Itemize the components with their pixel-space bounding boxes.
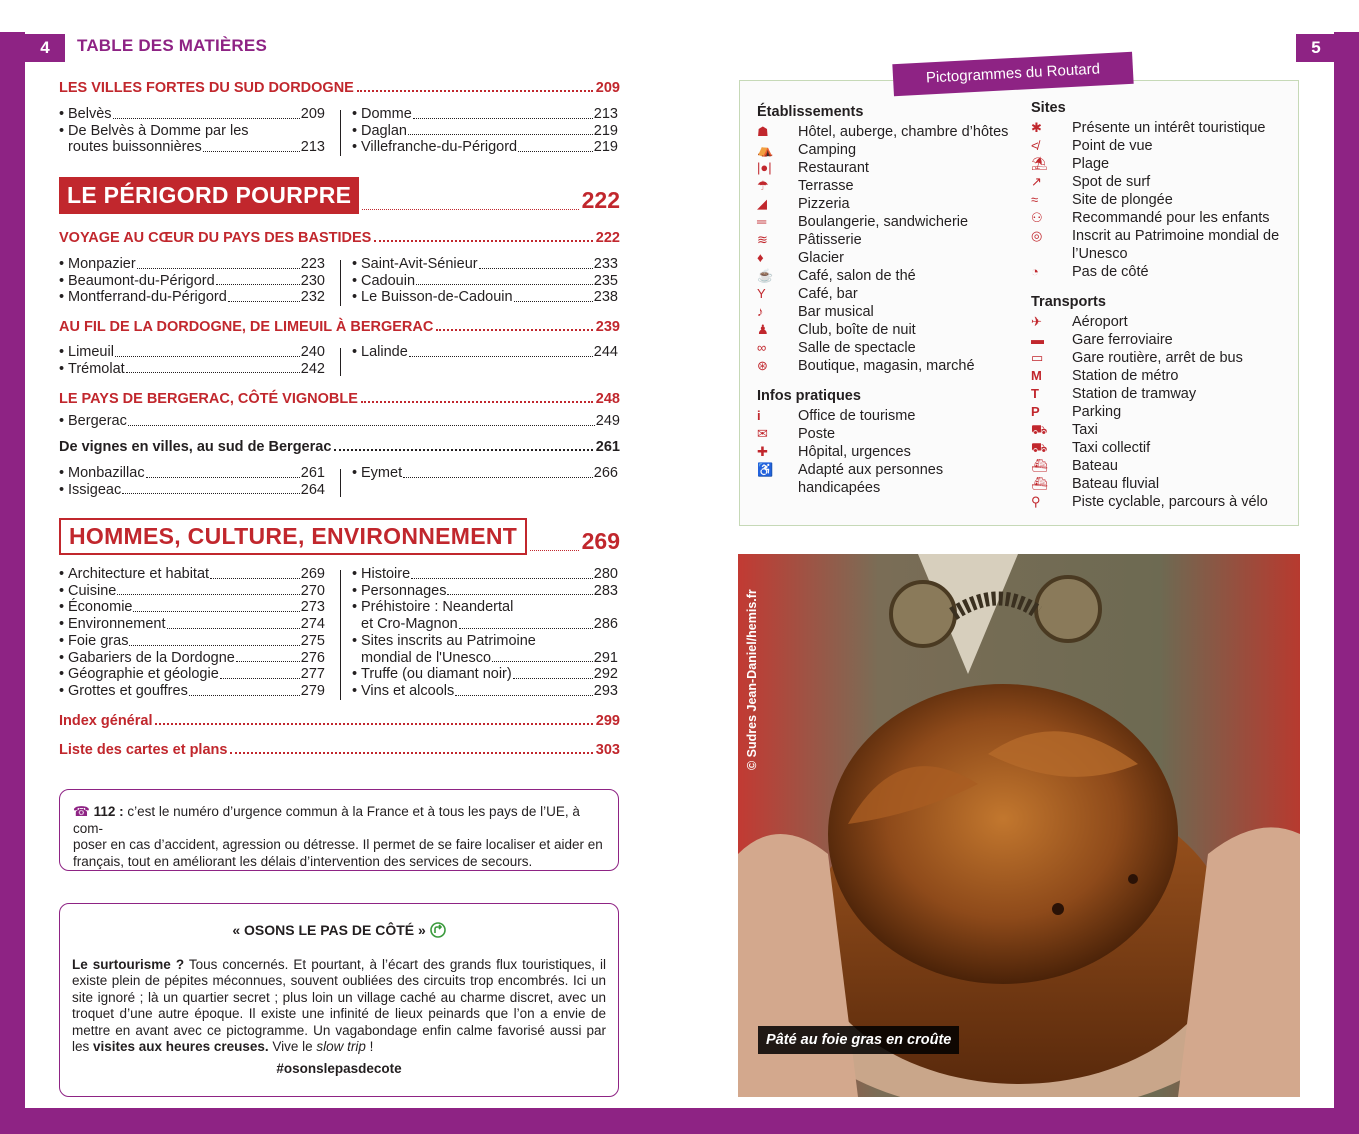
toc-entry[interactable]: • Saint-Avit-Sénieur 233 bbox=[352, 256, 618, 272]
pastry-icon: ≋ bbox=[757, 232, 768, 247]
toc-list-right bbox=[352, 256, 618, 306]
camping-icon: ⛺ bbox=[757, 142, 774, 157]
toc-list-right bbox=[352, 344, 618, 361]
legend-label: Poste bbox=[798, 426, 836, 442]
legend-label: Boulangerie, sandwicherie bbox=[798, 214, 969, 230]
emergency-line-2: poser en cas d’accident, agression ou détresse. Il permet de se faire localiser et aider en bbox=[73, 837, 603, 852]
toc-entry[interactable]: • Économie 273 bbox=[59, 599, 325, 616]
legend-item bbox=[757, 141, 1027, 159]
legend-item bbox=[757, 461, 1027, 479]
page-top-margin bbox=[0, 0, 1359, 32]
section-page: 303 bbox=[595, 742, 620, 758]
legend-item bbox=[1031, 475, 1293, 493]
theatre-icon: ∞ bbox=[757, 340, 767, 355]
toc-entry[interactable]: • Gabariers de la Dordogne 276 bbox=[59, 649, 325, 666]
toc-entry[interactable]: • Foie gras 275 bbox=[59, 632, 325, 649]
legend-label: Terrasse bbox=[798, 178, 854, 194]
dot-leader bbox=[362, 209, 578, 210]
toc-entry[interactable]: • Domme 213 bbox=[352, 106, 618, 122]
legend-label: Gare ferroviaire bbox=[1072, 332, 1173, 348]
legend-item bbox=[1031, 119, 1293, 137]
toc-entry[interactable]: • Issigeac 264 bbox=[59, 481, 325, 498]
section-page: 222 bbox=[595, 230, 620, 246]
diving-icon: ≈ bbox=[1031, 192, 1039, 207]
toc-entry[interactable]: • Le Buisson-de-Cadouin 238 bbox=[352, 289, 618, 306]
toc-entry[interactable]: • Beaumont-du-Périgord 230 bbox=[59, 272, 325, 289]
legend-label: Bateau fluvial bbox=[1072, 476, 1160, 492]
toc-entry[interactable]: • Montferrand-du-Périgord 232 bbox=[59, 289, 325, 306]
emergency-info-box bbox=[59, 789, 619, 871]
toc-part-hommes[interactable] bbox=[59, 518, 620, 555]
legend-item-continued bbox=[757, 479, 1027, 497]
legend-item bbox=[1031, 313, 1293, 331]
legend-label: Café, bar bbox=[798, 286, 858, 302]
column-divider bbox=[340, 570, 341, 700]
osons-title: « OSONS LE PAS DE CÔTÉ » bbox=[72, 922, 606, 939]
legend-item bbox=[1031, 331, 1293, 349]
restaurant-icon: |●| bbox=[757, 160, 772, 175]
part-title: HOMMES, CULTURE, ENVIRONNEMENT bbox=[59, 518, 527, 555]
tram-icon: T bbox=[1031, 386, 1039, 401]
dot-leader bbox=[530, 550, 578, 551]
legend-item-continued bbox=[1031, 245, 1293, 263]
column-divider bbox=[340, 469, 341, 497]
tourist-interest-icon: ✱ bbox=[1031, 120, 1042, 135]
toc-list-left bbox=[59, 256, 325, 306]
legend-label: l’Unesco bbox=[1072, 246, 1128, 262]
bar-icon: Y bbox=[757, 286, 766, 301]
shared-taxi-icon: ⛟ bbox=[1031, 440, 1048, 455]
toc-entry[interactable]: • Trémolat 242 bbox=[59, 360, 325, 377]
toc-entry[interactable]: • Personnages 283 bbox=[352, 582, 618, 599]
dot-leader bbox=[436, 329, 592, 331]
toc-entry[interactable]: • Truffe (ou diamant noir) 292 bbox=[352, 666, 618, 683]
airport-icon: ✈ bbox=[1031, 314, 1042, 329]
left-page-border bbox=[0, 32, 25, 1134]
legend-item bbox=[757, 249, 1027, 267]
toc-list-right bbox=[352, 465, 618, 482]
legend-label: Taxi bbox=[1072, 422, 1098, 438]
legend-item bbox=[1031, 457, 1293, 475]
dot-leader bbox=[357, 90, 593, 92]
dot-leader bbox=[361, 401, 593, 403]
toc-entry[interactable]: • Géographie et géologie 277 bbox=[59, 666, 325, 683]
part-page: 269 bbox=[581, 528, 620, 554]
legend-item bbox=[1031, 209, 1293, 227]
toc-entry[interactable]: • Eymet 266 bbox=[352, 465, 618, 481]
toc-entry[interactable]: • Daglan 219 bbox=[352, 122, 618, 139]
boat-icon: ⛴ bbox=[1031, 458, 1048, 473]
column-divider bbox=[340, 110, 341, 156]
toc-entry-continued[interactable]: mondial de l'Unesco 291 bbox=[361, 649, 618, 666]
section-title: LES VILLES FORTES DU SUD DORDOGNE bbox=[59, 80, 354, 96]
phone-icon: ☎ bbox=[73, 804, 90, 819]
toc-entry[interactable]: • Villefranche-du-Périgord 219 bbox=[352, 139, 618, 156]
legend-item bbox=[757, 339, 1027, 357]
legend-label: Bateau bbox=[1072, 458, 1118, 474]
section-page: 299 bbox=[595, 713, 620, 729]
toc-part-perigord-pourpre[interactable] bbox=[59, 177, 620, 214]
terrace-icon: ☂ bbox=[757, 178, 769, 193]
section-title: VOYAGE AU CŒUR DU PAYS DES BASTIDES bbox=[59, 230, 372, 246]
legend-label: Aéroport bbox=[1072, 314, 1128, 330]
part-page: 222 bbox=[581, 187, 620, 213]
toc-entry[interactable]: • Bergerac 249 bbox=[59, 413, 620, 429]
legend-item bbox=[1031, 367, 1293, 385]
toc-entry[interactable]: • Histoire 280 bbox=[352, 566, 618, 582]
legend-etablissements bbox=[757, 103, 1027, 497]
toc-entry[interactable]: • De Belvès à Domme par les bbox=[59, 122, 249, 139]
toc-entry[interactable]: • Limeuil 240 bbox=[59, 344, 325, 360]
legend-label: Pas de côté bbox=[1072, 264, 1149, 280]
legend-item bbox=[757, 195, 1027, 213]
bus-icon: ▭ bbox=[1031, 350, 1044, 365]
toc-list-left bbox=[59, 465, 325, 498]
toc-index[interactable] bbox=[59, 713, 620, 729]
legend-item bbox=[757, 213, 1027, 231]
section-page: 239 bbox=[595, 319, 620, 335]
legend-item bbox=[1031, 421, 1293, 439]
toc-entry[interactable]: • Sites inscrits au Patrimoine bbox=[352, 632, 536, 649]
legend-label: Glacier bbox=[798, 250, 844, 266]
legend-label: handicapées bbox=[798, 480, 881, 496]
legend-item bbox=[1031, 493, 1293, 511]
legend-label: Station de métro bbox=[1072, 368, 1179, 384]
legend-item bbox=[1031, 349, 1293, 367]
shop-icon: ⊛ bbox=[757, 358, 768, 373]
legend-label: Station de tramway bbox=[1072, 386, 1197, 402]
beach-icon: ⛱ bbox=[1031, 156, 1048, 171]
toc-section-bergerac[interactable] bbox=[59, 391, 620, 407]
bakery-icon: ═ bbox=[757, 214, 767, 229]
accessibility-icon: ♿ bbox=[757, 462, 774, 477]
legend-sites bbox=[1031, 99, 1293, 511]
toc-section-bastides[interactable] bbox=[59, 230, 620, 246]
legend-item bbox=[1031, 263, 1293, 281]
legend-item bbox=[1031, 173, 1293, 191]
toc-entry[interactable]: • Environnement 274 bbox=[59, 616, 325, 633]
legend-label: Boutique, magasin, marché bbox=[798, 358, 975, 374]
legend-label: Pâtisserie bbox=[798, 232, 862, 248]
food-photo bbox=[738, 554, 1300, 1097]
legend-item bbox=[757, 303, 1027, 321]
legend-heading: Transports bbox=[1031, 294, 1106, 310]
toc-entry-continued[interactable]: et Cro-Magnon 286 bbox=[361, 616, 618, 633]
legend-label: Salle de spectacle bbox=[798, 340, 916, 356]
osons-box bbox=[59, 903, 619, 1097]
toc-entry[interactable]: • Architecture et habitat 269 bbox=[59, 566, 325, 582]
viewpoint-icon: ≮ bbox=[1031, 138, 1039, 153]
legend-label: Point de vue bbox=[1072, 138, 1153, 154]
column-divider bbox=[340, 260, 341, 306]
legend-label: Spot de surf bbox=[1072, 174, 1151, 190]
toc-entry[interactable]: • Grottes et gouffres 279 bbox=[59, 682, 325, 699]
legend-label: Taxi collectif bbox=[1072, 440, 1151, 456]
toc-entry[interactable]: • Monpazier 223 bbox=[59, 256, 325, 272]
dot-leader bbox=[230, 752, 592, 754]
bike-icon: ⚲ bbox=[1031, 494, 1041, 509]
legend-item bbox=[757, 267, 1027, 285]
ice-cream-icon: ♦ bbox=[757, 250, 764, 265]
train-icon: ▬ bbox=[1031, 332, 1044, 347]
legend-label: Bar musical bbox=[798, 304, 874, 320]
legend-label: Inscrit au Patrimoine mondial de bbox=[1072, 228, 1280, 244]
legend-label: Piste cyclable, parcours à vélo bbox=[1072, 494, 1268, 510]
children-icon: ⚇ bbox=[1031, 210, 1043, 225]
legend-item bbox=[757, 425, 1027, 443]
river-boat-icon: ⛴ bbox=[1031, 476, 1048, 491]
dot-leader bbox=[334, 449, 592, 451]
toc-list-left bbox=[59, 344, 325, 377]
legend-label: Gare routière, arrêt de bus bbox=[1072, 350, 1243, 366]
toc-entry-continued[interactable]: routes buissonnières 213 bbox=[68, 139, 325, 156]
music-icon: ♪ bbox=[757, 304, 764, 319]
legend-label: Club, boîte de nuit bbox=[798, 322, 916, 338]
right-page-border bbox=[1334, 32, 1359, 1134]
taxi-icon: ⛟ bbox=[1031, 422, 1048, 437]
tourist-office-icon: i bbox=[757, 408, 761, 423]
section-title: Liste des cartes et plans bbox=[59, 742, 228, 758]
toc-list-left bbox=[59, 566, 325, 700]
toc-section-vignes[interactable] bbox=[59, 439, 620, 455]
off-path-icon: ◔ bbox=[1031, 264, 1039, 279]
hotel-icon: ☗ bbox=[757, 124, 769, 139]
bottom-page-border bbox=[0, 1108, 1359, 1134]
legend-label: Recommandé pour les enfants bbox=[1072, 210, 1270, 226]
legend-item bbox=[1031, 227, 1293, 245]
osons-text: Le surtourisme ? Tous concernés. Et pourtant, à l’écart des grands flux touristiques, il existe plein de pépites méconnues, souvent oubliées des circuits trop encombrés. Ici un site ignoré ; là un quartier secret ; plus loin un village caché au charme discret, avec un troquet d’une autre époque. Il existe une infinité de lieux peinards que l’on a envie de mettre en avant avec ce pictogramme. Un vagabondage enfin calme favorisé aussi par les visites aux heures creuses. Vive le slow trip ! bbox=[72, 956, 606, 1054]
section-page: 209 bbox=[595, 80, 620, 96]
legend-item bbox=[1031, 403, 1293, 421]
osons-hashtag: #osonslepasdecote bbox=[276, 1060, 402, 1076]
toc-entry[interactable]: • Cadouin 235 bbox=[352, 272, 618, 289]
legend-label: Hôtel, auberge, chambre d’hôtes bbox=[798, 124, 1009, 140]
dot-leader bbox=[374, 240, 592, 242]
legend-item bbox=[757, 321, 1027, 339]
legend-item bbox=[1031, 137, 1293, 155]
unesco-icon: ◎ bbox=[1031, 228, 1043, 243]
toc-entry[interactable]: • Monbazillac 261 bbox=[59, 465, 325, 481]
section-title: LE PAYS DE BERGERAC, CÔTÉ VIGNOBLE bbox=[59, 391, 358, 407]
coffee-icon: ☕ bbox=[757, 268, 774, 283]
emergency-line-1: ☎ 112 : c’est le numéro d’urgence commun à la France et à tous les pays de l’UE, à com- bbox=[73, 804, 580, 836]
legend-label: Café, salon de thé bbox=[798, 268, 916, 284]
pizza-icon: ◢ bbox=[757, 196, 767, 211]
legend-label: Restaurant bbox=[798, 160, 869, 176]
legend-heading: Infos pratiques bbox=[757, 388, 861, 404]
page-title: TABLE DES MATIÈRES bbox=[77, 36, 267, 55]
legend-item bbox=[1031, 155, 1293, 173]
toc-list bbox=[59, 413, 620, 430]
legend-label: Camping bbox=[798, 142, 857, 158]
legend-heading: Établissements bbox=[757, 104, 864, 120]
legend-item bbox=[1031, 385, 1293, 403]
legend-label: Hôpital, urgences bbox=[798, 444, 911, 460]
toc-entry[interactable]: • Belvès 209 bbox=[59, 106, 325, 122]
toc-cartes[interactable] bbox=[59, 742, 620, 758]
legend-item bbox=[1031, 439, 1293, 457]
legend-item bbox=[1031, 191, 1293, 209]
legend-label: Pizzeria bbox=[798, 196, 850, 212]
section-page: 261 bbox=[595, 439, 620, 455]
emergency-line-3: français, tout en améliorant les délais d’intervention des services de secours. bbox=[73, 853, 533, 869]
toc-entry[interactable]: • Lalinde 244 bbox=[352, 344, 618, 360]
pate-photo-image bbox=[738, 554, 1300, 1097]
photo-credit: © Sudres Jean-Daniel/hemis.fr bbox=[745, 589, 759, 770]
toc-entry[interactable]: • Vins et alcools 293 bbox=[352, 682, 618, 699]
legend-heading: Sites bbox=[1031, 100, 1066, 116]
legend-item bbox=[757, 123, 1027, 141]
toc-section-villes-fortes[interactable] bbox=[59, 80, 620, 96]
mail-icon: ✉ bbox=[757, 426, 768, 441]
part-title: LE PÉRIGORD POURPRE bbox=[59, 177, 359, 214]
legend-label: Plage bbox=[1072, 156, 1110, 172]
toc-list-right bbox=[352, 106, 618, 156]
page-number-right: 5 bbox=[1296, 34, 1336, 62]
photo-caption: Pâté au foie gras en croûte bbox=[758, 1026, 959, 1054]
legend-item bbox=[757, 443, 1027, 461]
legend-item bbox=[757, 177, 1027, 195]
section-page: 248 bbox=[595, 391, 620, 407]
toc-entry[interactable]: • Préhistoire : Neandertal bbox=[352, 599, 514, 616]
legend-label: Office de tourisme bbox=[798, 408, 916, 424]
legend-label: Site de plongée bbox=[1072, 192, 1173, 208]
emergency-number: 112 : bbox=[93, 804, 124, 819]
toc-list-left bbox=[59, 106, 325, 156]
section-title: De vignes en villes, au sud de Bergerac bbox=[59, 439, 332, 455]
section-title: Index général bbox=[59, 713, 153, 729]
dot-leader bbox=[155, 723, 592, 725]
toc-list-right bbox=[352, 566, 618, 700]
toc-entry[interactable]: • Cuisine 270 bbox=[59, 582, 325, 599]
pictogram-legend-tab: Pictogrammes du Routard bbox=[892, 52, 1133, 97]
legend-item bbox=[757, 407, 1027, 425]
off-path-icon bbox=[430, 922, 446, 938]
section-title: AU FIL DE LA DORDOGNE, DE LIMEUIL À BERGERAC bbox=[59, 319, 434, 335]
legend-label: Présente un intérêt touristique bbox=[1072, 120, 1266, 136]
column-divider bbox=[340, 348, 341, 376]
hospital-icon: ✚ bbox=[757, 444, 768, 459]
metro-icon: M bbox=[1031, 368, 1042, 383]
parking-icon: P bbox=[1031, 404, 1040, 419]
legend-item bbox=[757, 231, 1027, 249]
legend-item bbox=[757, 357, 1027, 375]
surf-icon: ↗ bbox=[1031, 174, 1042, 189]
toc-section-dordogne[interactable] bbox=[59, 319, 620, 335]
legend-item bbox=[757, 285, 1027, 303]
nightclub-icon: ♟ bbox=[757, 322, 769, 337]
legend-item bbox=[757, 159, 1027, 177]
legend-label: Parking bbox=[1072, 404, 1122, 420]
legend-label: Adapté aux personnes bbox=[798, 462, 944, 478]
page-number-left: 4 bbox=[25, 34, 65, 62]
